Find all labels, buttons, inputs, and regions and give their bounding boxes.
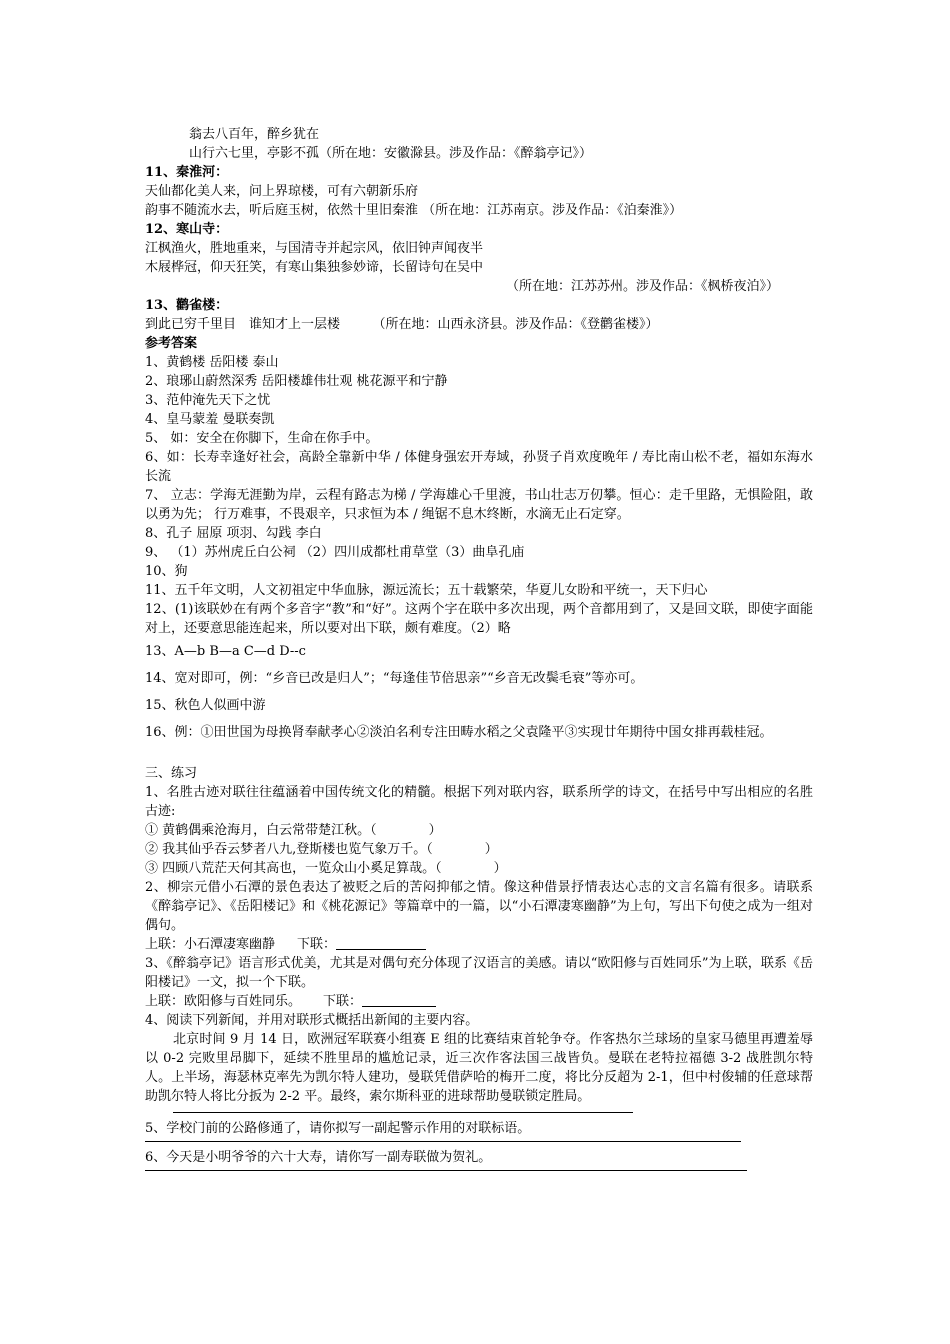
- answers-heading: 参考答案: [145, 336, 198, 351]
- answer-blank[interactable]: [336, 935, 426, 950]
- lower-couplet-label: 下联：: [323, 994, 363, 1009]
- upper-couplet: 上联：小石潭凄寒幽静: [145, 937, 276, 952]
- question-2-answer-line: [145, 935, 813, 954]
- couplet-line: 翁去八百年，醉乡犹在: [189, 127, 320, 142]
- answer-item: 15、秋色人似画中游: [145, 698, 266, 713]
- couplet-line: 到此已穷千里目 谁知才上一层楼 （所在地：山西永济县。涉及作品：《登鹳雀楼》）: [145, 317, 659, 332]
- answer-item: 16、例：①田世国为母换肾奉献孝心②淡泊名利专注田畴水稻之父袁隆平③实现廿年期待中国女排再载桂冠。: [145, 725, 773, 740]
- answer-item: 12、(1)该联妙在有两个多音字“教”和“好”。这两个字在联中多次出现，两个音都用到了，又是回文联，即使字面能对上，还要意思能连起来，所以要对出下联，颇有难度。（2）略: [145, 602, 813, 636]
- answer-item: 9、 （1）苏州虎丘白公祠 （2）四川成都杜甫草堂（3）曲阜孔庙: [145, 545, 525, 560]
- answer-item: 10、狗: [145, 564, 188, 579]
- answer-item: 7、 立志：学海无涯勤为岸，云程有路志为梯 / 学海雄心千里渡，书山壮志万仞攀。恒心：走千里路，无惧险阻，敢以勇为先； 行万难事，不畏艰辛，只求恒为本 / 绳锯不息木终断，水滴无止石定穿。: [145, 488, 813, 522]
- answer-item: 5、 如：安全在你脚下，生命在你手中。: [145, 431, 379, 446]
- couplet-line: 江枫渔火，胜地重来，与国清寺并起宗风，依旧钟声闻夜半: [145, 241, 484, 256]
- answer-item: 13、A—b B—a C—d D--c: [145, 644, 306, 659]
- answer-blank[interactable]: [362, 992, 436, 1007]
- question-4-intro: 4、阅读下列新闻，并用对联形式概括出新闻的主要内容。: [145, 1013, 479, 1028]
- lower-couplet-label: 下联：: [297, 937, 337, 952]
- section-heading-guanque: 13、鹳雀楼：: [145, 298, 229, 313]
- question-3-answer-line: [145, 992, 813, 1011]
- question-1-item: ③ 四顾八荒茫天何其高也，一览众山小奚足算哉。（ ）: [145, 861, 507, 876]
- answer-item: 3、范仲淹先天下之忧: [145, 393, 271, 408]
- answer-item: 11、五千年文明，人文初祖定中华血脉，源远流长；五十载繁荣，华夏儿女盼和平统一，天下归心: [145, 583, 708, 598]
- couplet-line: 天仙都化美人来，问上界琼楼，可有六朝新乐府: [145, 184, 419, 199]
- section-heading-hanshan: 12、寒山寺：: [145, 222, 229, 237]
- upper-couplet: 上联：欧阳修与百姓同乐。: [145, 994, 302, 1009]
- location-note: （所在地：江苏苏州。涉及作品：《枫桥夜泊》）: [505, 279, 779, 294]
- question-1-item: ① 黄鹤偶乘沧海月，白云常带楚江秋。（ ）: [145, 823, 442, 838]
- couplet-line: 山行六七里，亭影不孤（所在地：安徽滁县。涉及作品：《醉翁亭记》）: [189, 146, 593, 161]
- answer-item: 6、如：长寿幸逢好社会，高龄全靠新中华 / 体健身强宏开寿域，孙贤子肖欢度晚年 / 寿比南山松不老，福如东海水长流: [145, 450, 813, 484]
- answer-item: 1、黄鹤楼 岳阳楼 泰山: [145, 355, 279, 370]
- answer-line[interactable]: [145, 1141, 741, 1142]
- answer-item: 2、琅琊山蔚然深秀 岳阳楼雄伟壮观 桃花源平和宁静: [145, 374, 448, 389]
- answer-item: 14、宽对即可，例：“乡音已改是归人”；“每逢佳节倍思亲”“乡音无改鬓毛衰”等亦可。: [145, 671, 644, 686]
- question-1-intro: 1、名胜古迹对联往往蕴涵着中国传统文化的精髓。根据下列对联内容，联系所学的诗文，在括号中写出相应的名胜古迹:: [145, 785, 813, 819]
- question-6: 6、今天是小明爷爷的六十大寿，请你写一副寿联做为贺礼。: [145, 1150, 492, 1165]
- question-5: 5、学校门前的公路修通了，请你拟写一副起警示作用的对联标语。: [145, 1121, 531, 1136]
- section-heading-qinhuai: 11、秦淮河：: [145, 165, 229, 180]
- answer-item: 8、孔子 屈原 项羽、勾践 李白: [145, 526, 322, 541]
- answer-line[interactable]: [145, 1170, 747, 1171]
- question-1-item: ② 我其仙乎吞云梦者八九,登斯楼也览气象万千。（ ）: [145, 842, 498, 857]
- couplet-line: 韵事不随流水去，听后庭玉树，依然十里旧秦淮 （所在地：江苏南京。涉及作品：《泊秦淮》）: [145, 203, 683, 218]
- practice-heading: 三、练习: [145, 766, 198, 781]
- answer-item: 4、皇马蒙羞 曼联奏凯: [145, 412, 275, 427]
- question-3-intro: 3、《醉翁亭记》语言形式优美，尤其是对偶句充分体现了汉语言的美感。请以“欧阳修与百姓同乐”为上联，联系《岳阳楼记》一文，拟一个下联。: [145, 956, 813, 990]
- answer-line[interactable]: [173, 1112, 633, 1113]
- document-page: [145, 125, 813, 1177]
- question-4-news: 北京时间 9 月 14 日，欧洲冠军联赛小组赛 E 组的比赛结束首轮争夺。作客热尔兰球场的皇家马德里再遭羞辱以 0-2 完败里昂脚下，延续不胜里昂的尴尬记录，近三次作客法国三战皆负。曼联在老特拉福德 3-2 战胜凯尔特人。上半场，海瑟林克率先为凯尔特人建功，曼联凭借萨哈的梅开二度，将比分反超为 2-1，但中村俊辅的任意球帮助凯尔特人将比分扳为 2-2 平。最终，索尔斯科亚的进球帮助曼联锁定胜局。: [145, 1032, 813, 1104]
- couplet-line: 木屐桦冠，仰天狂笑，有寒山集独参妙谛，长留诗句在吴中: [145, 260, 484, 275]
- question-2-intro: 2、柳宗元借小石潭的景色表达了被贬之后的苦闷抑郁之情。像这种借景抒情表达心志的文言名篇有很多。请联系《醉翁亭记》、《岳阳楼记》和《桃花源记》等篇章中的一篇，以“小石潭凄寒幽静”为上句，写出下句使之成为一组对偶句。: [145, 880, 813, 933]
